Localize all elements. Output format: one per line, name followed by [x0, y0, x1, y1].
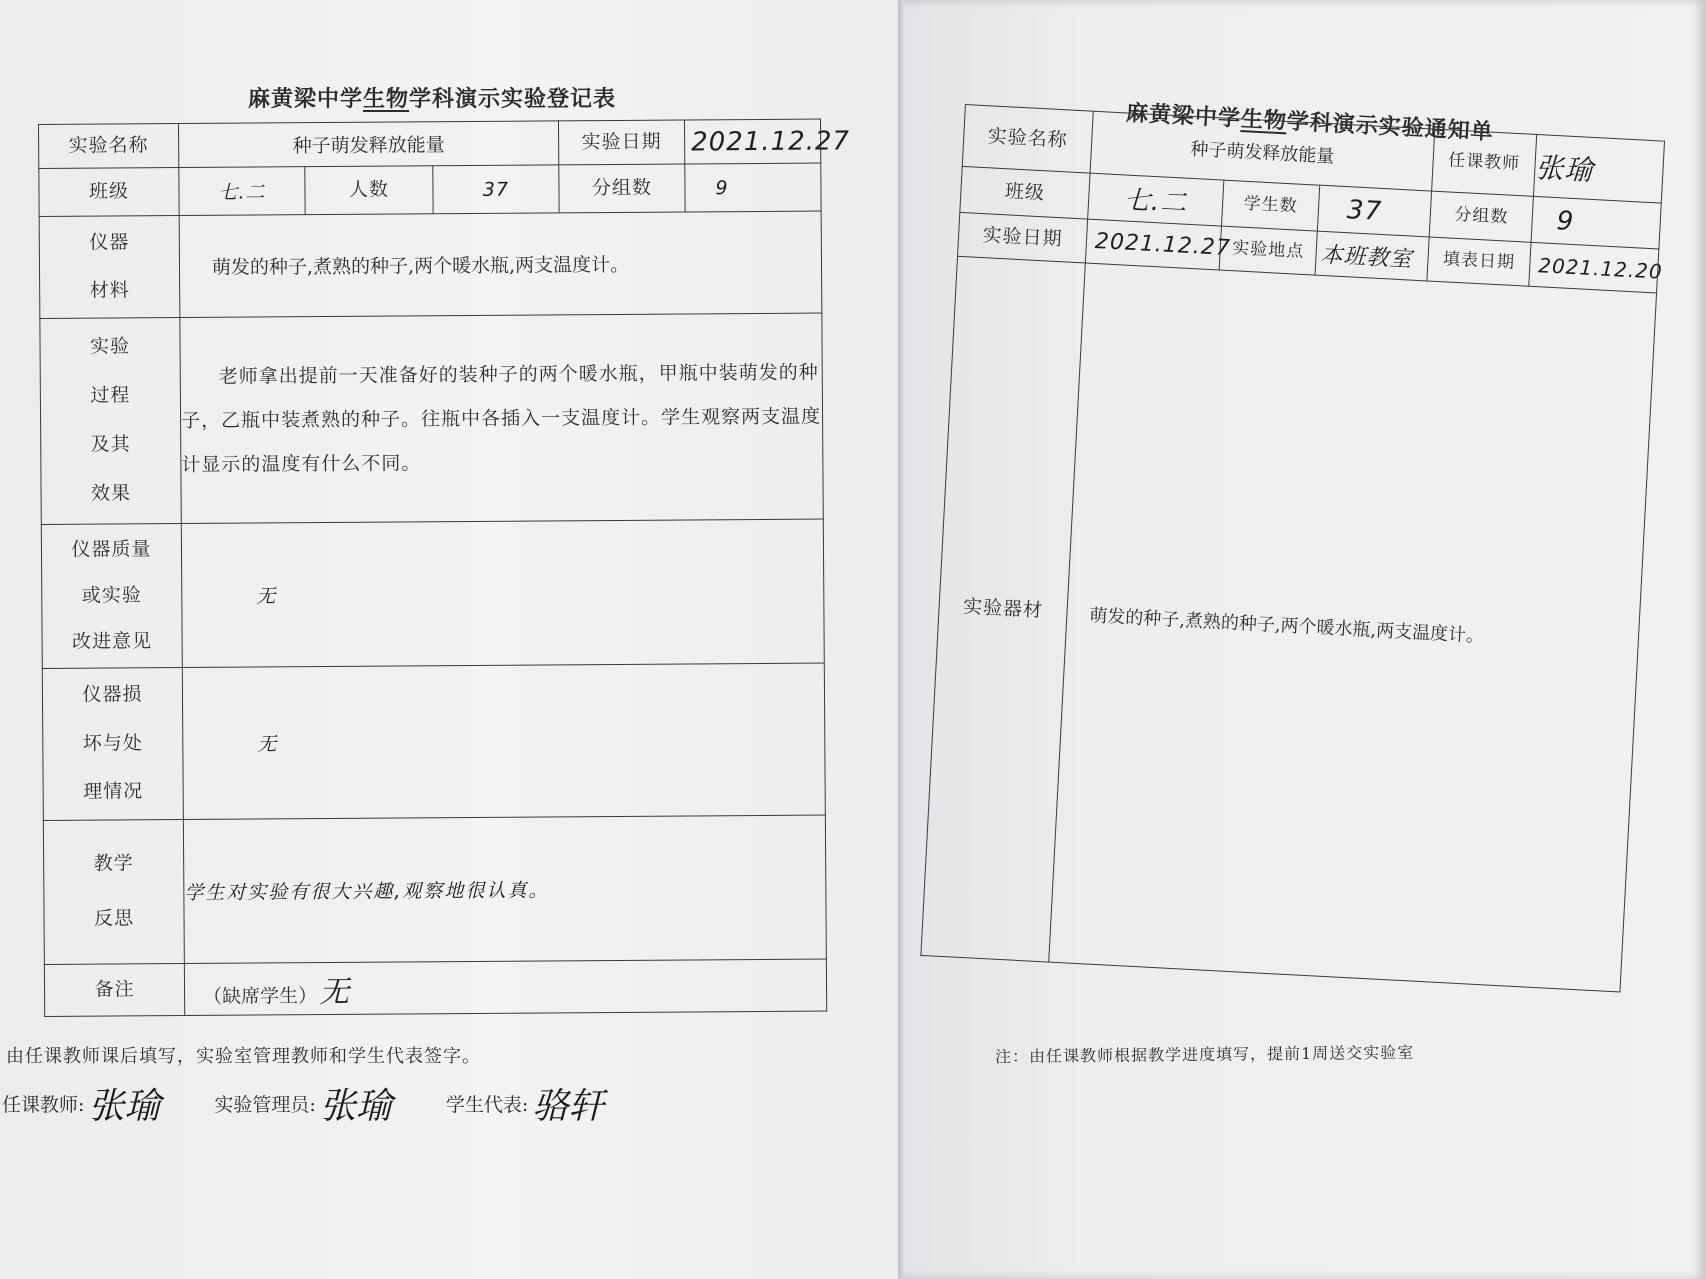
label-process-line2: 过程	[90, 384, 131, 407]
notice-value-location: 本班教室	[1315, 231, 1429, 281]
label-experiment-name: 实验名称	[39, 124, 179, 169]
label-instruments-line2: 材料	[89, 278, 130, 302]
label-damage-line1: 仪器损	[82, 683, 143, 706]
notice-value-class: 七.二	[1088, 173, 1224, 226]
notice-label-student-count: 学生数	[1221, 180, 1319, 231]
notice-label-group-count: 分组数	[1429, 191, 1533, 242]
lab-admin-signature-label: 实验管理员:	[214, 1094, 316, 1116]
label-quality-line1: 仪器质量	[71, 537, 152, 561]
notice-value-equipment: 萌发的种子,煮熟的种子,两个暖水瓶,两支温度计。	[1049, 263, 1657, 992]
notice-label-teacher: 任课教师	[1432, 129, 1537, 196]
value-class: 七.二	[179, 167, 305, 216]
label-quality-line3: 改进意见	[72, 629, 153, 653]
notice-title-form-name: 学科演示实验通知单	[1286, 108, 1495, 146]
label-remarks: 备注	[44, 963, 184, 1016]
title-form-name: 学科演示实验登记表	[409, 86, 617, 112]
value-headcount: 37	[433, 165, 559, 214]
notice-label-experiment-date: 实验日期	[958, 212, 1088, 263]
value-experiment-date: 2021.12.27	[685, 119, 821, 164]
label-group-count: 分组数	[559, 164, 685, 213]
value-process: 老师拿出提前一天准备好的装种子的两个暖水瓶，甲瓶中装萌发的种子，乙瓶中装煮熟的种子。往瓶中各插入一支温度计。学生观察两支温度计显示的温度有什么不同。	[180, 313, 823, 523]
teacher-signature-label: 任课教师:	[2, 1094, 85, 1116]
registration-title	[248, 82, 616, 113]
student-rep-signature: 骆轩	[532, 1086, 605, 1127]
label-instruments-line1: 仪器	[89, 230, 130, 254]
label-quality-line2: 或实验	[81, 583, 142, 607]
value-reflection: 学生对实验有很大兴趣,观察地很认真。	[183, 815, 826, 963]
lab-admin-signature: 张瑜	[319, 1086, 392, 1127]
title-school: 麻黄梁中学	[248, 86, 364, 112]
label-process-line4: 效果	[90, 482, 132, 505]
student-rep-signature-label: 学生代表:	[445, 1094, 529, 1116]
value-quality: 无	[181, 519, 824, 667]
signature-student-rep	[446, 1078, 604, 1129]
label-class: 班级	[39, 168, 179, 217]
title-subject: 生物	[363, 86, 410, 112]
notice-value-student-count: 37	[1317, 185, 1431, 237]
notice-value-group-count: 9	[1531, 196, 1661, 249]
label-process-line1: 实验	[89, 335, 131, 358]
label-process	[40, 318, 181, 525]
absent-students-value: 无	[318, 974, 351, 1010]
label-damage-line3: 理情况	[83, 780, 144, 803]
label-reflection-line2: 反思	[93, 907, 135, 930]
notice-label-location: 实验地点	[1219, 226, 1317, 275]
value-experiment-name: 种子萌发释放能量	[179, 121, 559, 168]
label-quality	[41, 524, 182, 669]
notice-value-experiment-date: 2021.12.27	[1085, 219, 1221, 270]
registration-footer-note: 由任课教师课后填写，实验室管理教师和学生代表签字。	[6, 1046, 481, 1067]
notice-table	[920, 104, 1665, 993]
value-damage: 无	[182, 663, 825, 819]
notice-value-experiment-name: 种子萌发释放能量	[1090, 111, 1435, 191]
notice-label-experiment-name: 实验名称	[962, 105, 1093, 174]
notice-label-class: 班级	[960, 166, 1090, 219]
value-remarks	[184, 959, 826, 1015]
label-damage-line2: 坏与处	[82, 731, 143, 755]
notice-title-subject: 生物	[1240, 106, 1288, 135]
label-reflection-line1: 教学	[93, 852, 134, 875]
registration-table	[38, 119, 851, 1017]
label-process-line3: 及其	[90, 433, 131, 456]
notice-sheet	[903, 0, 1706, 1279]
absent-students-label: （缺席学生）	[203, 984, 318, 1008]
label-experiment-date: 实验日期	[559, 120, 685, 165]
label-reflection	[43, 820, 184, 965]
signature-row	[2, 1078, 658, 1129]
signature-lab-admin	[214, 1078, 391, 1129]
notice-value-teacher: 张瑜	[1533, 134, 1664, 203]
value-instruments: 萌发的种子,煮熟的种子,两个暖水瓶,两支温度计。	[179, 211, 822, 317]
value-group-count: 9	[685, 163, 821, 212]
notice-value-fill-date: 2021.12.20	[1529, 242, 1659, 293]
teacher-signature: 张瑜	[88, 1086, 161, 1127]
notice-footer-note: 注：由任课教师根据教学进度填写，提前1周送交实验室	[994, 1042, 1415, 1067]
notice-label-equipment: 实验器材	[921, 256, 1085, 962]
notice-label-fill-date: 填表日期	[1427, 237, 1531, 286]
notice-title-school: 麻黄梁中学	[1125, 99, 1242, 132]
label-instruments	[39, 216, 180, 319]
label-headcount: 人数	[305, 166, 433, 215]
signature-teacher	[2, 1078, 160, 1129]
label-damage	[42, 668, 183, 821]
